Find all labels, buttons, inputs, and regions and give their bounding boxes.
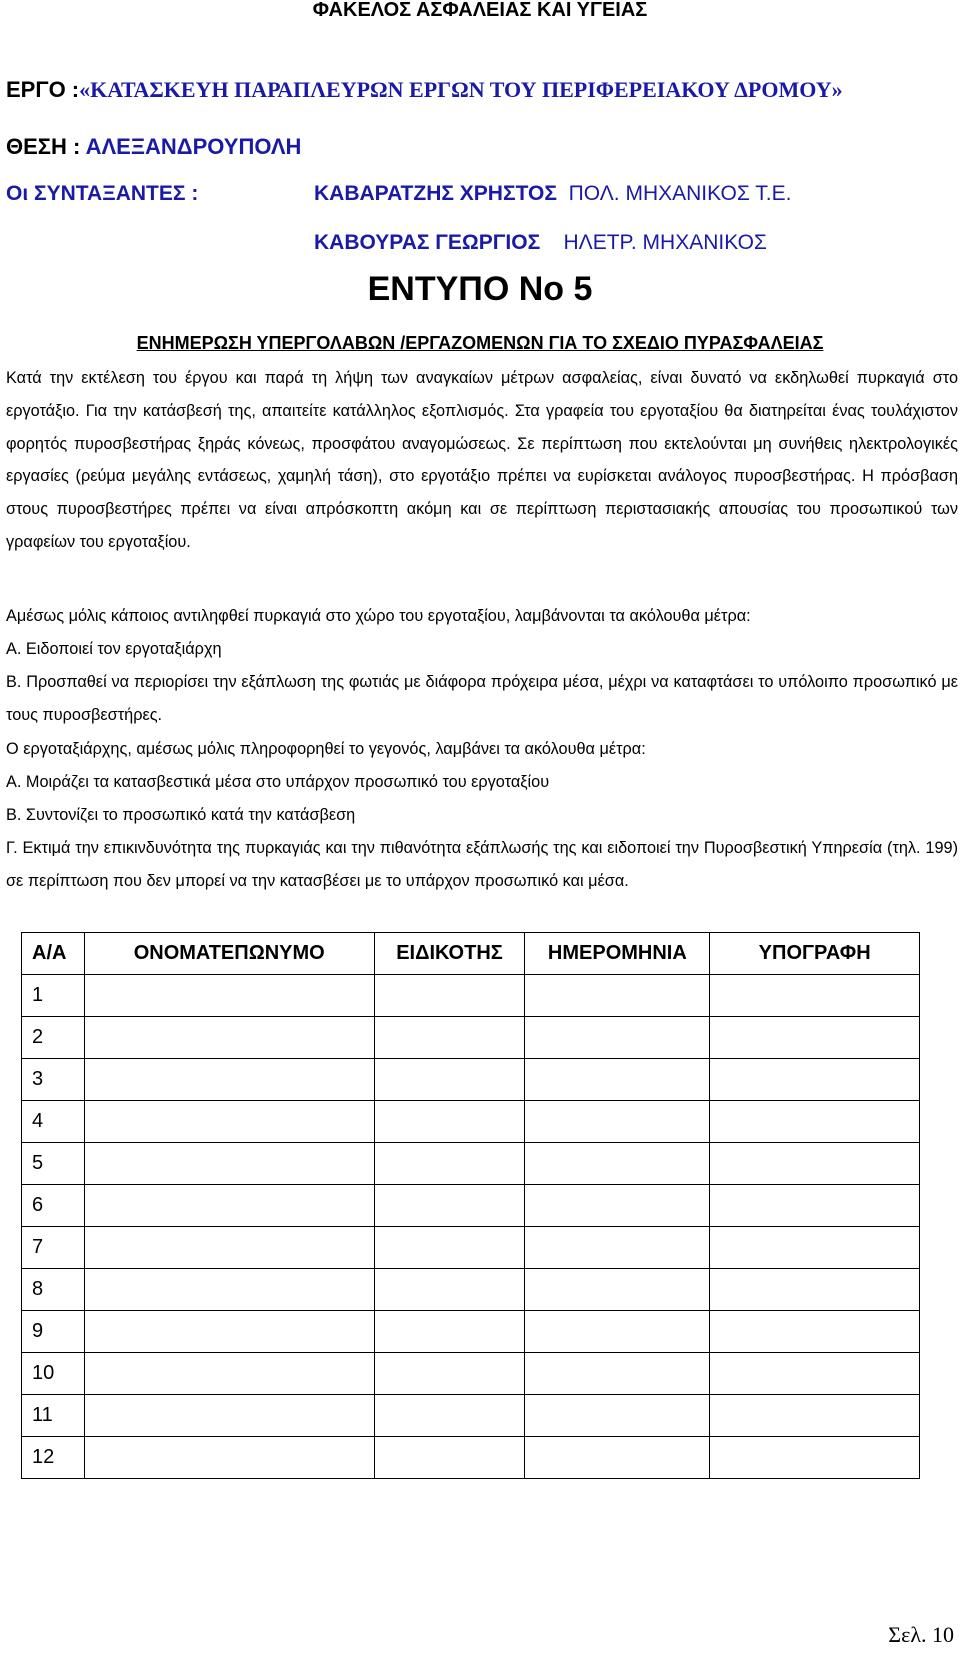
- date-cell[interactable]: [525, 1017, 710, 1059]
- header-signature: ΥΠΟΓΡΑΦΗ: [710, 933, 920, 975]
- header-specialty: ΕΙΔΙΚΟΤΗΣ: [374, 933, 525, 975]
- date-cell[interactable]: [525, 1395, 710, 1437]
- table-row: [22, 1101, 920, 1143]
- date-cell[interactable]: [525, 1311, 710, 1353]
- specialty-cell[interactable]: [374, 1017, 525, 1059]
- row-number: 11: [22, 1395, 85, 1437]
- form-title: ΕΝΤΥΠΟ Νο 5: [367, 270, 593, 308]
- signature-cell[interactable]: [710, 1227, 920, 1269]
- author-2: [314, 231, 767, 255]
- signature-cell[interactable]: [710, 1353, 920, 1395]
- specialty-cell[interactable]: [374, 1185, 525, 1227]
- signature-cell[interactable]: [710, 1185, 920, 1227]
- row-number: 8: [22, 1269, 85, 1311]
- name-cell[interactable]: [84, 1059, 374, 1101]
- header-aa: Α/Α: [22, 933, 85, 975]
- signature-cell[interactable]: [710, 1059, 920, 1101]
- acknowledgement-table: [21, 932, 920, 1479]
- row-number: 1: [22, 975, 85, 1017]
- signature-cell[interactable]: [710, 1017, 920, 1059]
- signature-cell[interactable]: [710, 975, 920, 1017]
- author-2-role: ΗΛΕΤΡ. ΜΗΧΑΝΙΚΟΣ: [563, 231, 767, 254]
- author-2-name: ΚΑΒΟΥΡΑΣ ΓΕΩΡΓΙΟΣ: [314, 231, 541, 254]
- specialty-cell[interactable]: [374, 1059, 525, 1101]
- name-cell[interactable]: [84, 1437, 374, 1479]
- row-number: 6: [22, 1185, 85, 1227]
- measures-2-intro: Ο εργοταξιάρχης, αμέσως μόλις πληροφορηθεί το γεγονός, λαμβάνει τα ακόλουθα μέτρα:: [6, 740, 646, 758]
- row-number: 12: [22, 1437, 85, 1479]
- table-row: [22, 1269, 920, 1311]
- signature-cell[interactable]: [710, 1311, 920, 1353]
- project-location: [6, 134, 301, 160]
- name-cell[interactable]: [84, 1143, 374, 1185]
- table-row: [22, 1185, 920, 1227]
- signature-cell[interactable]: [710, 1143, 920, 1185]
- page-number: Σελ. 10: [888, 1622, 954, 1647]
- name-cell[interactable]: [84, 1101, 374, 1143]
- date-cell[interactable]: [525, 1143, 710, 1185]
- header-name: ΟΝΟΜΑΤΕΠΩΝΥΜΟ: [84, 933, 374, 975]
- specialty-cell[interactable]: [374, 1269, 525, 1311]
- measure-2-b: Β. Συντονίζει το προσωπικό κατά την κατάσβεση: [6, 806, 356, 824]
- table-row: [22, 1395, 920, 1437]
- table-row: [22, 1311, 920, 1353]
- name-cell[interactable]: [84, 1353, 374, 1395]
- date-cell[interactable]: [525, 1059, 710, 1101]
- location-value: ΑΛΕΞΑΝΔΡΟΥΠΟΛΗ: [85, 134, 302, 159]
- document-header: ΦΑΚΕΛΟΣ ΑΣΦΑΛΕΙΑΣ ΚΑΙ ΥΓΕΙΑΣ: [312, 0, 648, 21]
- measure-1-a: Α. Ειδοποιεί τον εργοταξιάρχη: [6, 640, 222, 658]
- work-label: ΕΡΓΟ :: [6, 77, 80, 102]
- author-1: [314, 182, 791, 206]
- specialty-cell[interactable]: [374, 1143, 525, 1185]
- date-cell[interactable]: [525, 1353, 710, 1395]
- work-name: «ΚΑΤΑΣΚΕΥΗ ΠΑΡΑΠΛΕΥΡΩΝ ΕΡΓΩΝ ΤΟΥ ΠΕΡΙΦΕΡΕΙΑΚΟΥ ΔΡΟΜΟΥ»: [79, 77, 843, 102]
- name-cell[interactable]: [84, 1227, 374, 1269]
- name-cell[interactable]: [84, 1311, 374, 1353]
- date-cell[interactable]: [525, 1227, 710, 1269]
- row-number: 4: [22, 1101, 85, 1143]
- row-number: 5: [22, 1143, 85, 1185]
- name-cell[interactable]: [84, 1269, 374, 1311]
- signature-cell[interactable]: [710, 1395, 920, 1437]
- row-number: 2: [22, 1017, 85, 1059]
- specialty-cell[interactable]: [374, 1101, 525, 1143]
- specialty-cell[interactable]: [374, 975, 525, 1017]
- date-cell[interactable]: [525, 1437, 710, 1479]
- table-row: [22, 1059, 920, 1101]
- measure-1-b: Β. Προσπαθεί να περιορίσει την εξάπλωση της φωτιάς με διάφορα πρόχειρα μέσα, μέχρι να καταφτάσει το υπόλοιπο προσωπικό με τους πυροσβεστήρες.: [6, 673, 958, 724]
- date-cell[interactable]: [525, 975, 710, 1017]
- row-number: 9: [22, 1311, 85, 1353]
- table-row: [22, 1227, 920, 1269]
- table-row: [22, 975, 920, 1017]
- authors-label: Οι ΣΥΝΤΑΞΑΝΤΕΣ :: [6, 182, 199, 205]
- signature-cell[interactable]: [710, 1101, 920, 1143]
- measures-1-intro: Αμέσως μόλις κάποιος αντιληφθεί πυρκαγιά στο χώρο του εργοταξίου, λαμβάνονται τα ακόλουθα μέτρα:: [6, 607, 751, 625]
- date-cell[interactable]: [525, 1185, 710, 1227]
- specialty-cell[interactable]: [374, 1227, 525, 1269]
- specialty-cell[interactable]: [374, 1311, 525, 1353]
- location-label: ΘΕΣΗ :: [6, 134, 81, 159]
- specialty-cell[interactable]: [374, 1353, 525, 1395]
- table-header-row: [22, 933, 920, 975]
- date-cell[interactable]: [525, 1101, 710, 1143]
- header-date: ΗΜΕΡΟΜΗΝΙΑ: [525, 933, 710, 975]
- table-row: [22, 1143, 920, 1185]
- row-number: 10: [22, 1353, 85, 1395]
- row-number: 3: [22, 1059, 85, 1101]
- table-row: [22, 1437, 920, 1479]
- form-subtitle: ΕΝΗΜΕΡΩΣΗ ΥΠΕΡΓΟΛΑΒΩΝ /ΕΡΓΑΖΟΜΕΝΩΝ ΓΙΑ ΤΟ ΣΧΕΔΙΟ ΠΥΡΑΣΦΑΛΕΙΑΣ: [136, 333, 824, 353]
- project-title: [6, 76, 946, 104]
- signature-cell[interactable]: [710, 1269, 920, 1311]
- intro-paragraph: Κατά την εκτέλεση του έργου και παρά τη λήψη των αναγκαίων μέτρων ασφαλείας, είναι δυνατό να εκδηλωθεί πυρκαγιά στο εργοτάξιο. Για την κατάσβεσή της, απαιτείτε κατάλληλος εξοπλισμός. Στα γραφεία του εργοταξίου θα διατηρείται ένας τουλάχιστον φορητός πυροσβεστήρας ξηράς κόνεως, προσφάτου αναγομώσεως. Σε περίπτωση που εκτελούνται μη συνήθεις ηλεκτρολογικές εργασίες (ρεύμα μεγάλης εντάσεως, χαμηλή τάση), στο εργοτάξιο πρέπει να ευρίσκεται ανάλογος πυροσβεστήρας. Η πρόσβαση στους πυροσβεστήρες πρέπει να είναι απρόσκοπτη ακόμη και σε περίπτωση περιστασιακής απουσίας του προσωπικού των γραφείων του εργοταξίου.: [6, 369, 958, 551]
- date-cell[interactable]: [525, 1269, 710, 1311]
- table-row: [22, 1017, 920, 1059]
- name-cell[interactable]: [84, 1395, 374, 1437]
- specialty-cell[interactable]: [374, 1437, 525, 1479]
- name-cell[interactable]: [84, 1017, 374, 1059]
- signature-cell[interactable]: [710, 1437, 920, 1479]
- table-row: [22, 1353, 920, 1395]
- measure-2-c: Γ. Εκτιμά την επικινδυνότητα της πυρκαγιάς και την πιθανότητα εξάπλωσής της και ειδοποιεί την Πυροσβεστική Υπηρεσία (τηλ. 199) σε περίπτωση που δεν μπορεί να την κατασβέσει με το υπάρχον προσωπικό και μέσα.: [6, 839, 958, 890]
- specialty-cell[interactable]: [374, 1395, 525, 1437]
- measure-2-a: Α. Μοιράζει τα κατασβεστικά μέσα στο υπάρχον προσωπικό του εργοταξίου: [6, 773, 550, 791]
- name-cell[interactable]: [84, 1185, 374, 1227]
- row-number: 7: [22, 1227, 85, 1269]
- author-1-name: ΚΑΒΑΡΑΤΖΗΣ ΧΡΗΣΤΟΣ: [314, 182, 557, 205]
- name-cell[interactable]: [84, 975, 374, 1017]
- author-1-role: ΠΟΛ. ΜΗΧΑΝΙΚΟΣ Τ.Ε.: [568, 182, 792, 205]
